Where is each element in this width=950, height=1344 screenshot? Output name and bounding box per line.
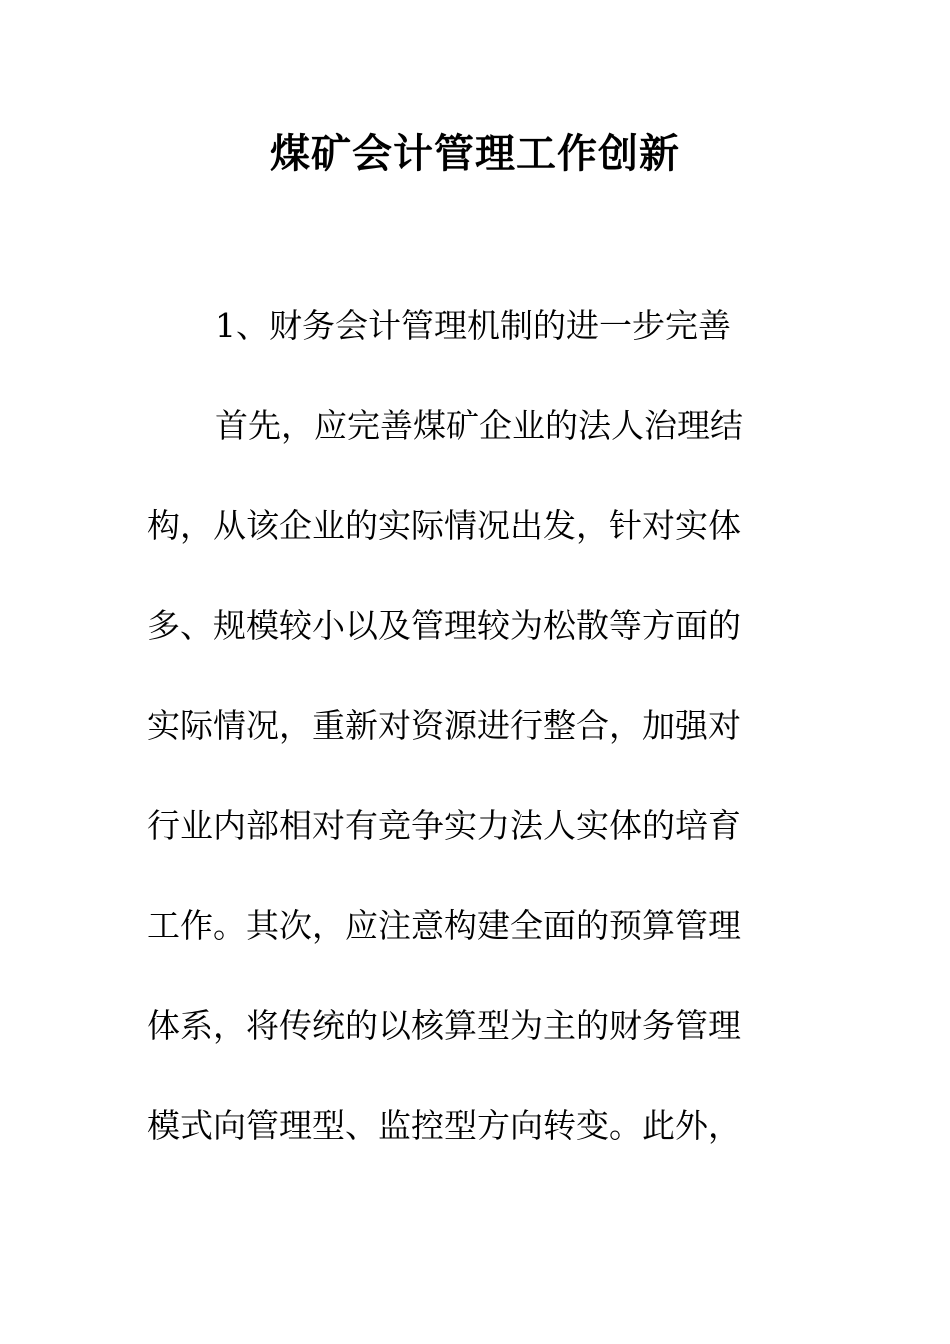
- paragraph-line: 多、规模较小以及管理较为松散等方面的: [147, 606, 741, 645]
- section-heading: 1、财务会计管理机制的进一步完善: [215, 306, 731, 345]
- paragraph-line: 体系，将传统的以核算型为主的财务管理: [147, 1006, 741, 1045]
- document-title: 煤矿会计管理工作创新: [270, 130, 680, 177]
- paragraph-line: 工作。其次，应注意构建全面的预算管理: [147, 906, 741, 945]
- paragraph-line: 实际情况，重新对资源进行整合，加强对: [147, 706, 741, 745]
- paragraph-line: 模式向管理型、监控型方向转变。此外，: [147, 1106, 741, 1145]
- paragraph-line: 首先，应完善煤矿企业的法人治理结: [215, 406, 743, 445]
- paragraph-line: 构，从该企业的实际情况出发，针对实体: [147, 506, 741, 545]
- paragraph-line: 行业内部相对有竞争实力法人实体的培育: [147, 806, 741, 845]
